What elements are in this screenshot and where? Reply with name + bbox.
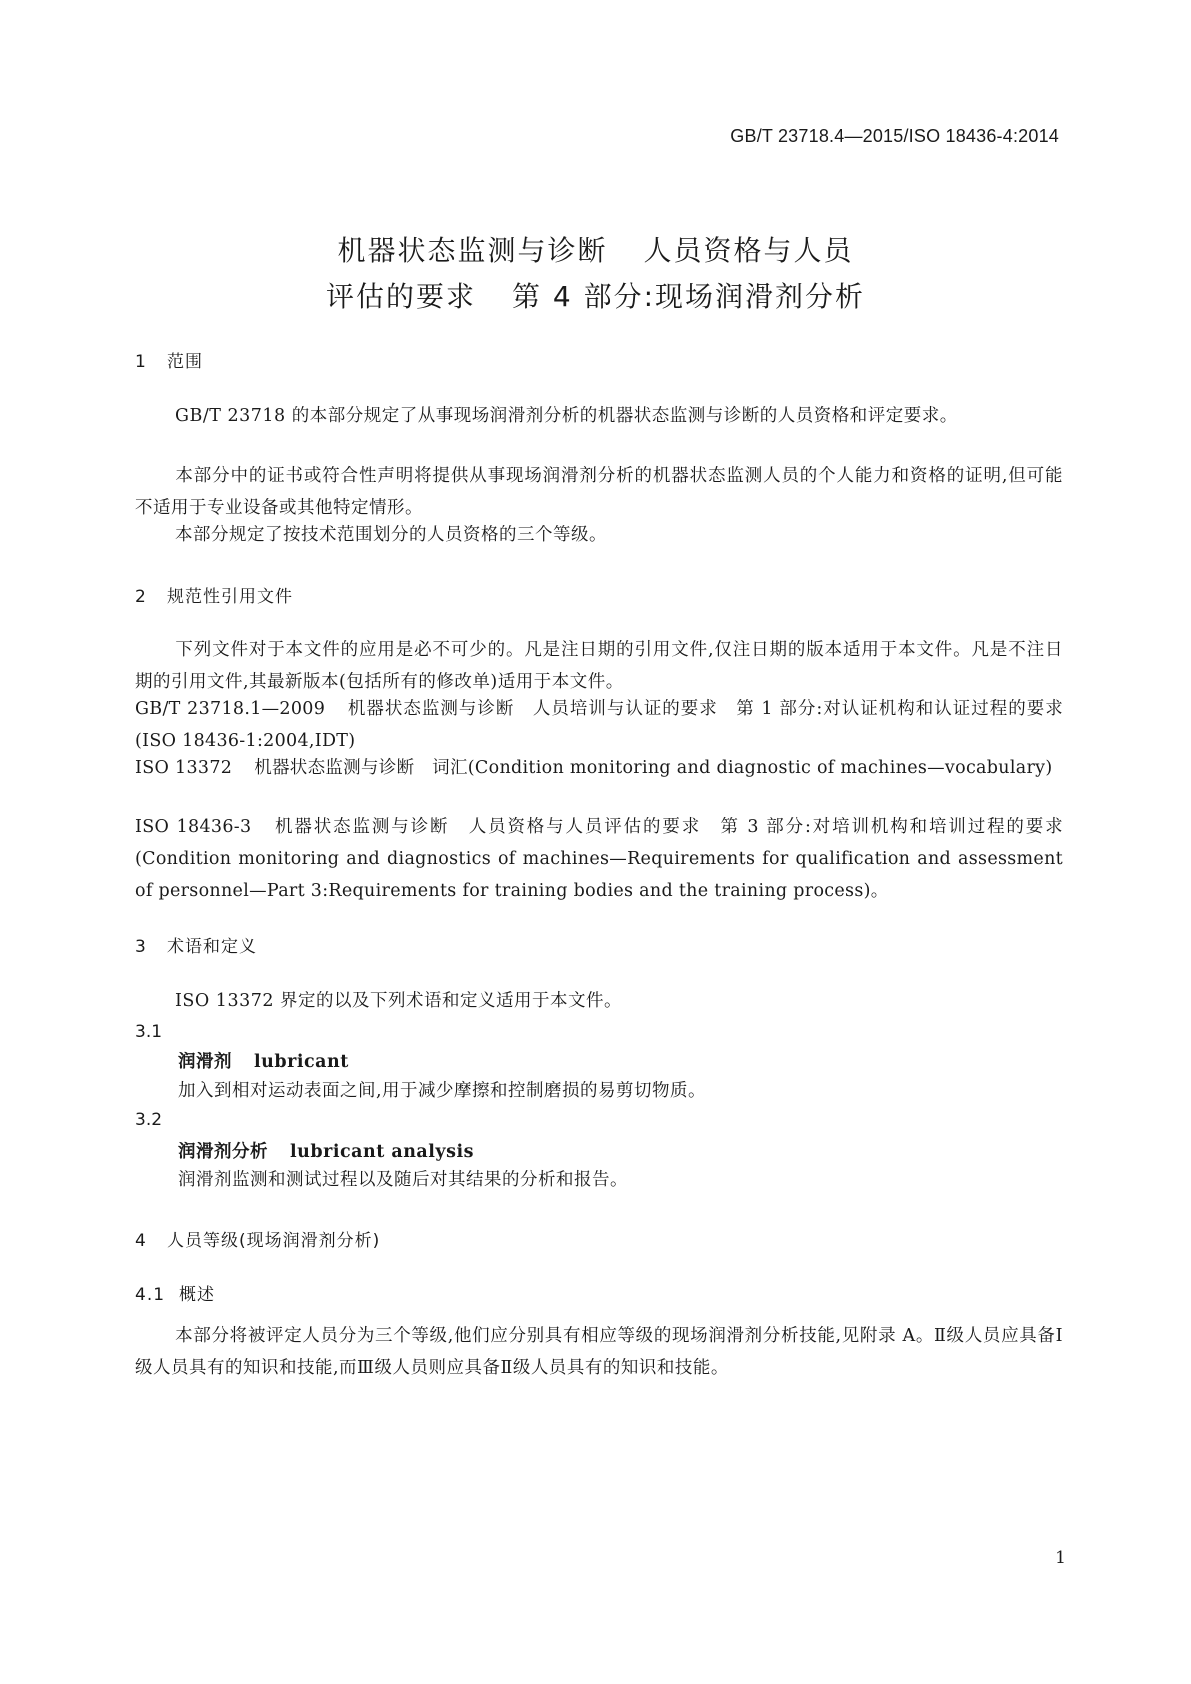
paragraph-terms-intro: ISO 13372 界定的以及下列术语和定义适用于本文件。 (175, 991, 623, 1011)
paragraph-scope-3: 本部分规定了按技术范围划分的人员资格的三个等级。 (175, 525, 607, 545)
term-number-3-1: 3.1 (135, 1022, 163, 1042)
paragraph-scope-2: 本部分中的证书或符合性声明将提供从事现场润滑剂分析的机器状态监测人员的个人能力和资格的证明,但可能不适用于专业设备或其他特定情形。 (135, 466, 1063, 518)
page-number: 1 (1055, 1548, 1066, 1568)
paragraph-scope-1: GB/T 23718 的本部分规定了从事现场润滑剂分析的机器状态监测与诊断的人员资格和评定要求。 (175, 406, 958, 426)
term-number-3-2: 3.2 (135, 1110, 163, 1130)
title-line-2 (0, 274, 1191, 320)
title-part-2b: 第 4 部分:现场润滑剂分析 (511, 280, 866, 313)
term-lubricant: 润滑剂 lubricant (178, 1052, 349, 1072)
title-line-1 (0, 228, 1191, 274)
section-heading-terms: 3 术语和定义 (135, 937, 257, 957)
paragraph-references-intro: 下列文件对于本文件的应用是必不可少的。凡是注日期的引用文件,仅注日期的版本适用于本文件。凡是不注日期的引用文件,其最新版本(包括所有的修改单)适用于本文件。 (135, 640, 1063, 692)
reference-iso-13372: ISO 13372 机器状态监测与诊断 词汇(Condition monitoring and diagnostic of machines—vocabulary) (135, 758, 1053, 778)
title-part-2a: 评估的要求 (325, 280, 476, 313)
section-heading-personnel-levels: 4 人员等级(现场润滑剂分析) (135, 1231, 381, 1251)
title-part-1b: 人员资格与人员 (643, 234, 854, 267)
term-lubricant-analysis: 润滑剂分析 lubricant analysis (178, 1142, 474, 1162)
subsection-heading-overview: 4.1 概述 (135, 1285, 215, 1305)
paragraph-overview: 本部分将被评定人员分为三个等级,他们应分别具有相应等级的现场润滑剂分析技能,见附录 A。Ⅱ级人员应具备Ⅰ级人员具有的知识和技能,而Ⅲ级人员则应具备Ⅱ级人员具有的知识和技能。 (135, 1326, 1063, 1378)
definition-lubricant: 加入到相对运动表面之间,用于减少摩擦和控制磨损的易剪切物质。 (178, 1081, 707, 1101)
reference-iso-18436-3: ISO 18436-3 机器状态监测与诊断 人员资格与人员评估的要求 第 3 部分:对培训机构和培训过程的要求(Condition monitoring and diagnostics of machines—Requirements for qualification and assessment of personnel—Part 3:Requirements for training bodies and the training process)。 (135, 817, 1063, 901)
title-part-1a: 机器状态监测与诊断 (337, 234, 608, 267)
document-title (0, 228, 1191, 320)
section-heading-normative-references: 2 规范性引用文件 (135, 587, 293, 607)
section-heading-scope: 1 范围 (135, 352, 203, 372)
definition-lubricant-analysis: 润滑剂监测和测试过程以及随后对其结果的分析和报告。 (178, 1170, 628, 1190)
standard-number: GB/T 23718.4—2015/ISO 18436-4:2014 (730, 126, 1059, 146)
reference-gbt-23718-1: GB/T 23718.1—2009 机器状态监测与诊断 人员培训与认证的要求 第 1 部分:对认证机构和认证过程的要求(ISO 18436-1:2004,IDT) (135, 699, 1063, 751)
